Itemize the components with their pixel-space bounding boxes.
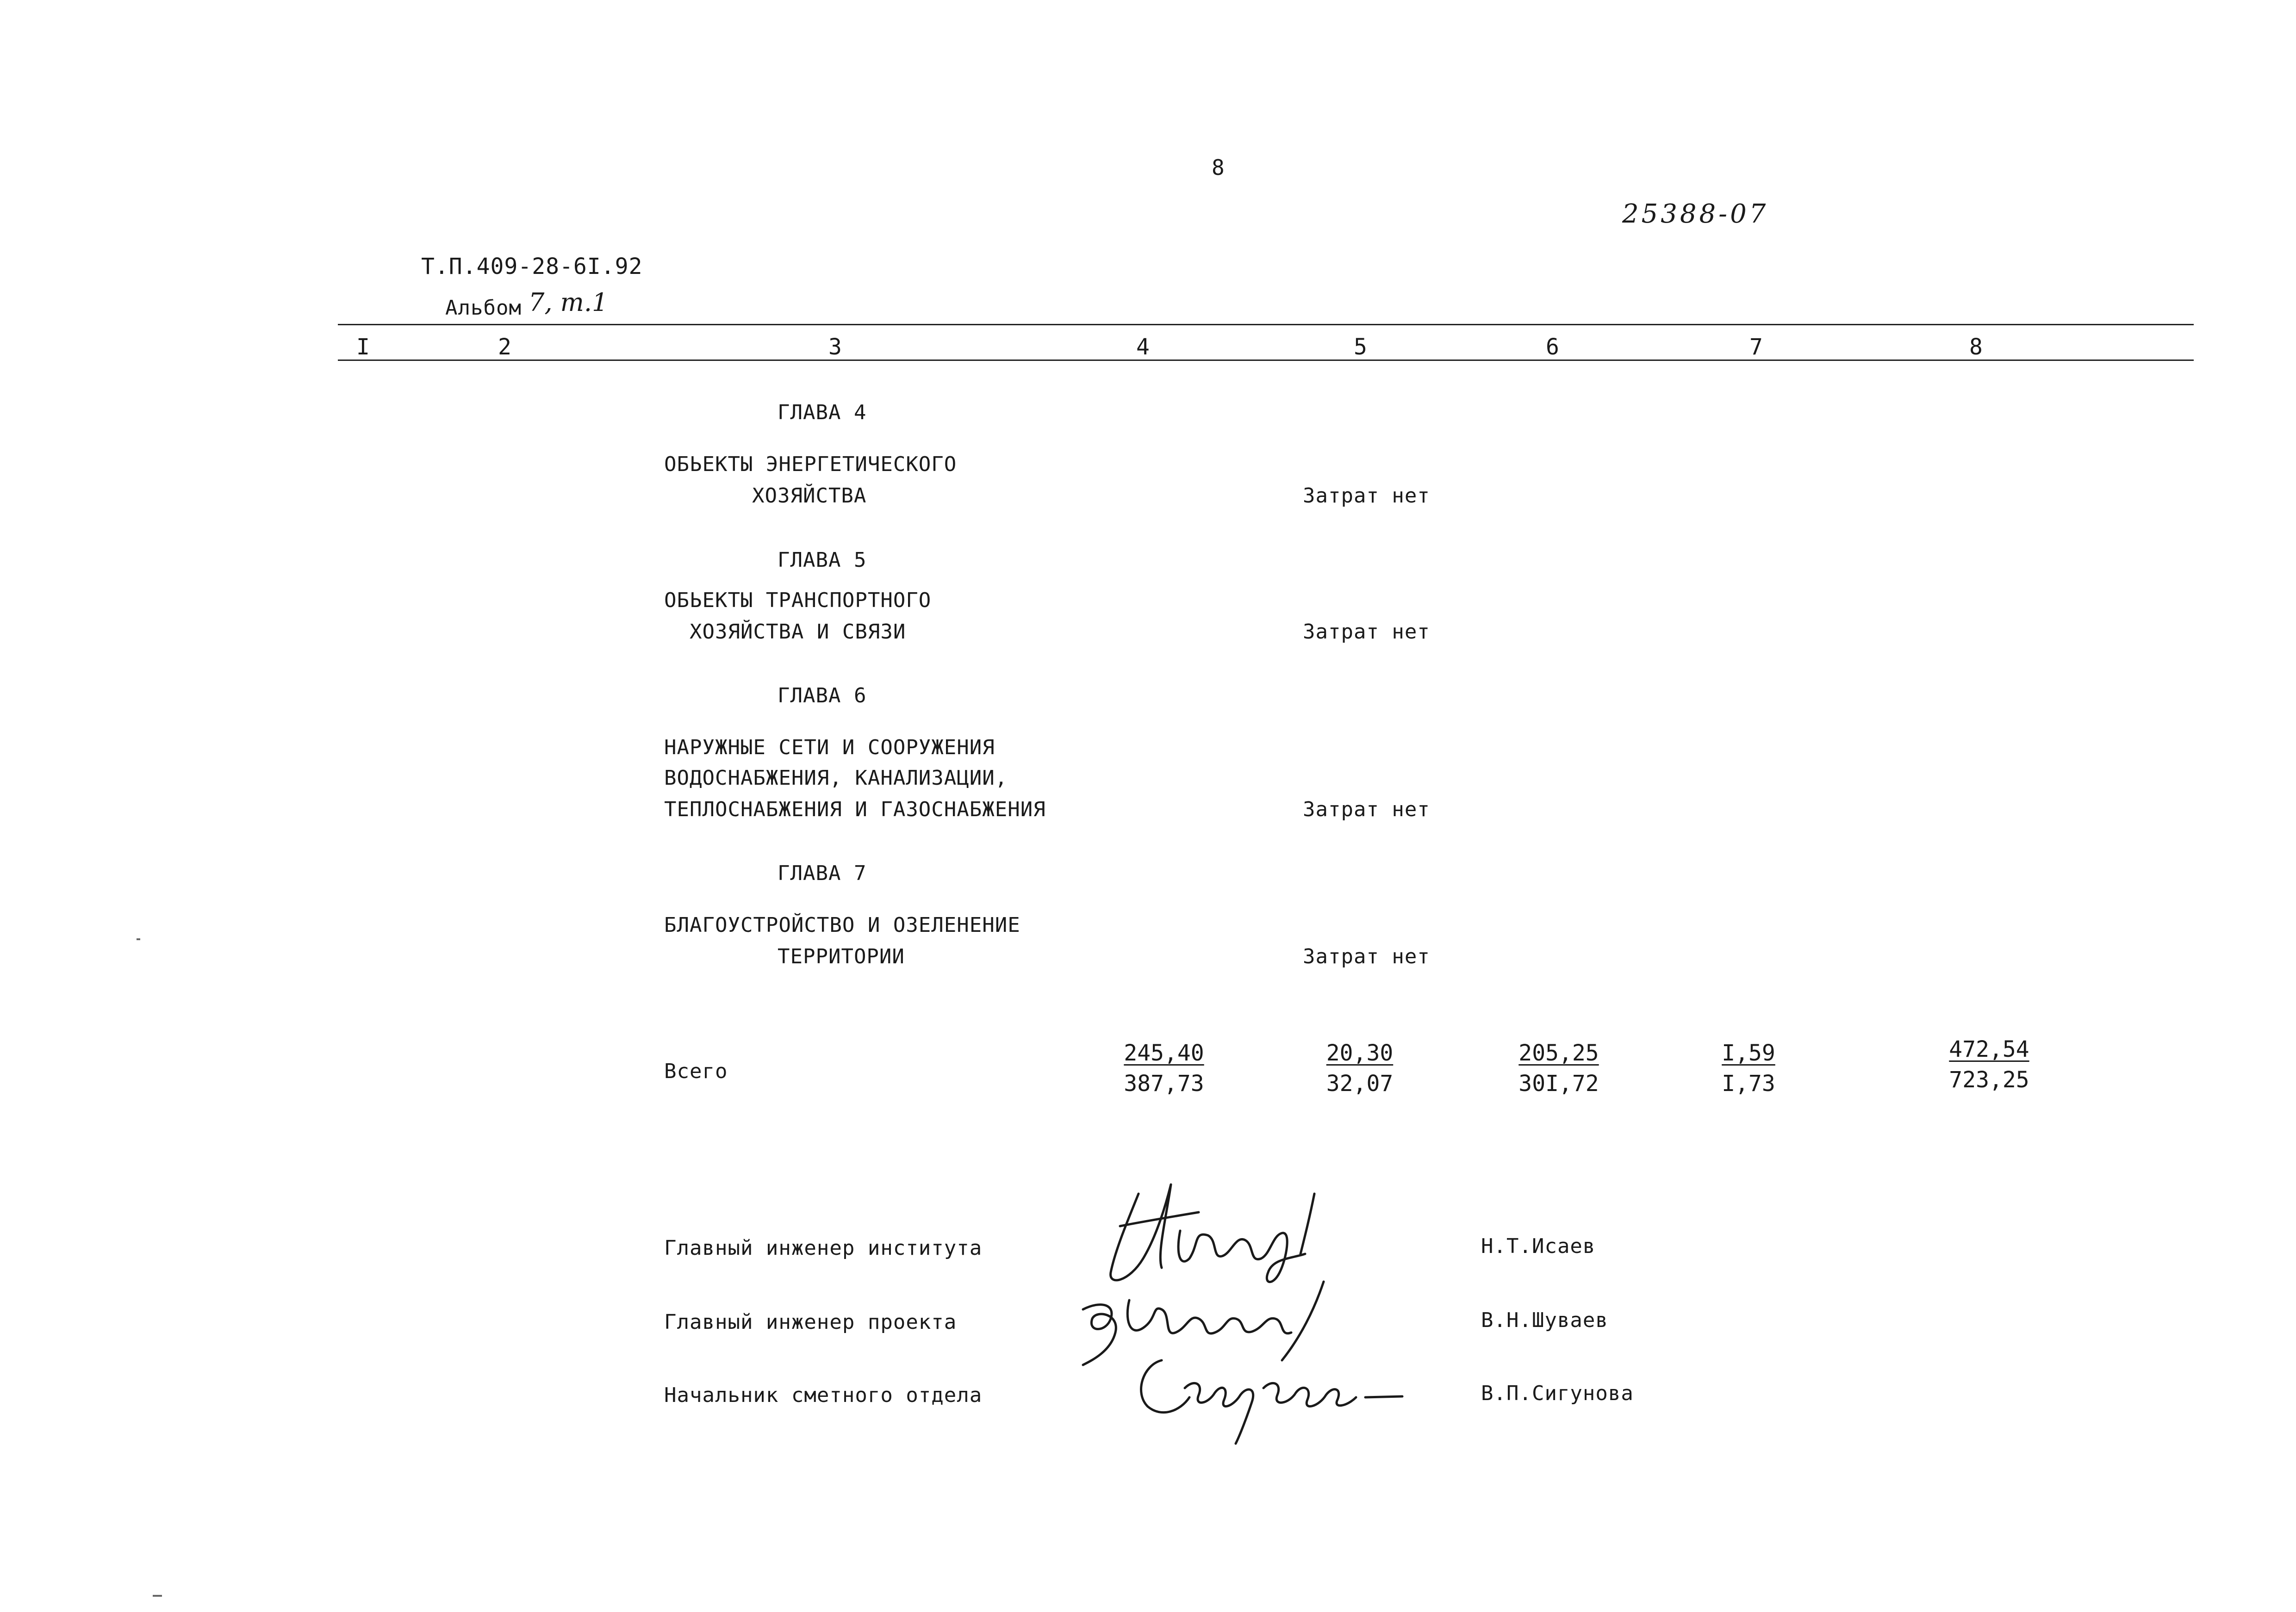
col-header-7: 7 bbox=[1749, 334, 1763, 360]
signatory-name: В.П.Сигунова bbox=[1481, 1382, 1634, 1405]
total-value-top: 205,25 bbox=[1518, 1040, 1599, 1066]
signatory-name: В.Н.Шуваев bbox=[1481, 1308, 1608, 1332]
chapter-cost: Затрат нет bbox=[1303, 945, 1430, 968]
stamp-number: 25388-07 bbox=[1622, 199, 1769, 229]
scan-mark bbox=[153, 1595, 162, 1597]
total-col-4 bbox=[1108, 1040, 1220, 1097]
chapter-title-line: БЛАГОУСТРОЙСТВО И ОЗЕЛЕНЕНИЕ bbox=[664, 913, 1020, 937]
chapter-title-line: ХОЗЯЙСТВА bbox=[752, 484, 867, 508]
chapter-cost: Затрат нет bbox=[1303, 620, 1430, 644]
col-header-3: 3 bbox=[828, 334, 842, 360]
chapter-title-line: ОБЬЕКТЫ ЭНЕРГЕТИЧЕСКОГО bbox=[664, 453, 957, 476]
header-top-rule bbox=[338, 324, 2194, 325]
signature-3 bbox=[1129, 1342, 1407, 1448]
chapter-title-line: ХОЗЯЙСТВА И СВЯЗИ bbox=[690, 620, 906, 644]
chapter-heading: ГЛАВА 5 bbox=[778, 548, 867, 572]
signatory-name: Н.Т.Исаев bbox=[1481, 1234, 1596, 1258]
album-label: Альбом bbox=[445, 296, 522, 320]
total-value-bottom: 723,25 bbox=[1949, 1067, 2029, 1093]
total-col-5 bbox=[1304, 1040, 1415, 1097]
chapter-cost: Затрат нет bbox=[1303, 798, 1430, 821]
scan-mark bbox=[137, 938, 140, 940]
col-header-1: I bbox=[356, 334, 370, 360]
chapter-cost: Затрат нет bbox=[1303, 484, 1430, 508]
total-value-bottom: 387,73 bbox=[1124, 1071, 1204, 1097]
col-header-2: 2 bbox=[498, 334, 511, 360]
total-value-bottom: 30I,72 bbox=[1518, 1071, 1599, 1097]
total-value-bottom: I,73 bbox=[1722, 1071, 1775, 1097]
total-label: Всего bbox=[664, 1060, 728, 1083]
col-header-8: 8 bbox=[1969, 334, 1983, 360]
col-header-4: 4 bbox=[1136, 334, 1150, 360]
header-bottom-rule bbox=[338, 360, 2194, 361]
chapter-heading: ГЛАВА 6 bbox=[778, 684, 867, 707]
total-value-top: I,59 bbox=[1722, 1040, 1775, 1066]
col-header-6: 6 bbox=[1546, 334, 1559, 360]
signatory-role: Главный инженер проекта bbox=[664, 1310, 957, 1334]
doc-code: Т.П.409-28-6I.92 bbox=[421, 254, 643, 279]
total-value-top: 20,30 bbox=[1326, 1040, 1394, 1066]
col-header-5: 5 bbox=[1354, 334, 1367, 360]
album-value: 7, т.1 bbox=[529, 288, 608, 317]
chapter-title-line: НАРУЖНЫЕ СЕТИ И СООРУЖЕНИЯ bbox=[664, 736, 995, 759]
page-number: 8 bbox=[1212, 155, 1225, 180]
signatory-role: Начальник сметного отдела bbox=[664, 1383, 983, 1407]
chapter-title-line: ТЕРРИТОРИИ bbox=[778, 945, 905, 968]
chapter-title-line: ВОДОСНАБЖЕНИЯ, КАНАЛИЗАЦИИ, bbox=[664, 766, 1008, 790]
chapter-title-line: ОБЬЕКТЫ ТРАНСПОРТНОГО bbox=[664, 589, 932, 612]
total-value-bottom: 32,07 bbox=[1326, 1071, 1394, 1097]
total-value-top: 472,54 bbox=[1949, 1036, 2029, 1062]
signatory-role: Главный инженер института bbox=[664, 1236, 983, 1260]
total-col-6 bbox=[1503, 1040, 1614, 1097]
total-col-7 bbox=[1693, 1040, 1804, 1097]
total-value-top: 245,40 bbox=[1124, 1040, 1204, 1066]
chapter-heading: ГЛАВА 7 bbox=[778, 862, 867, 885]
total-col-8 bbox=[1934, 1036, 2045, 1093]
chapter-title-line: ТЕПЛОСНАБЖЕНИЯ И ГАЗОСНАБЖЕНИЯ bbox=[664, 798, 1046, 821]
chapter-heading: ГЛАВА 4 bbox=[778, 401, 867, 424]
